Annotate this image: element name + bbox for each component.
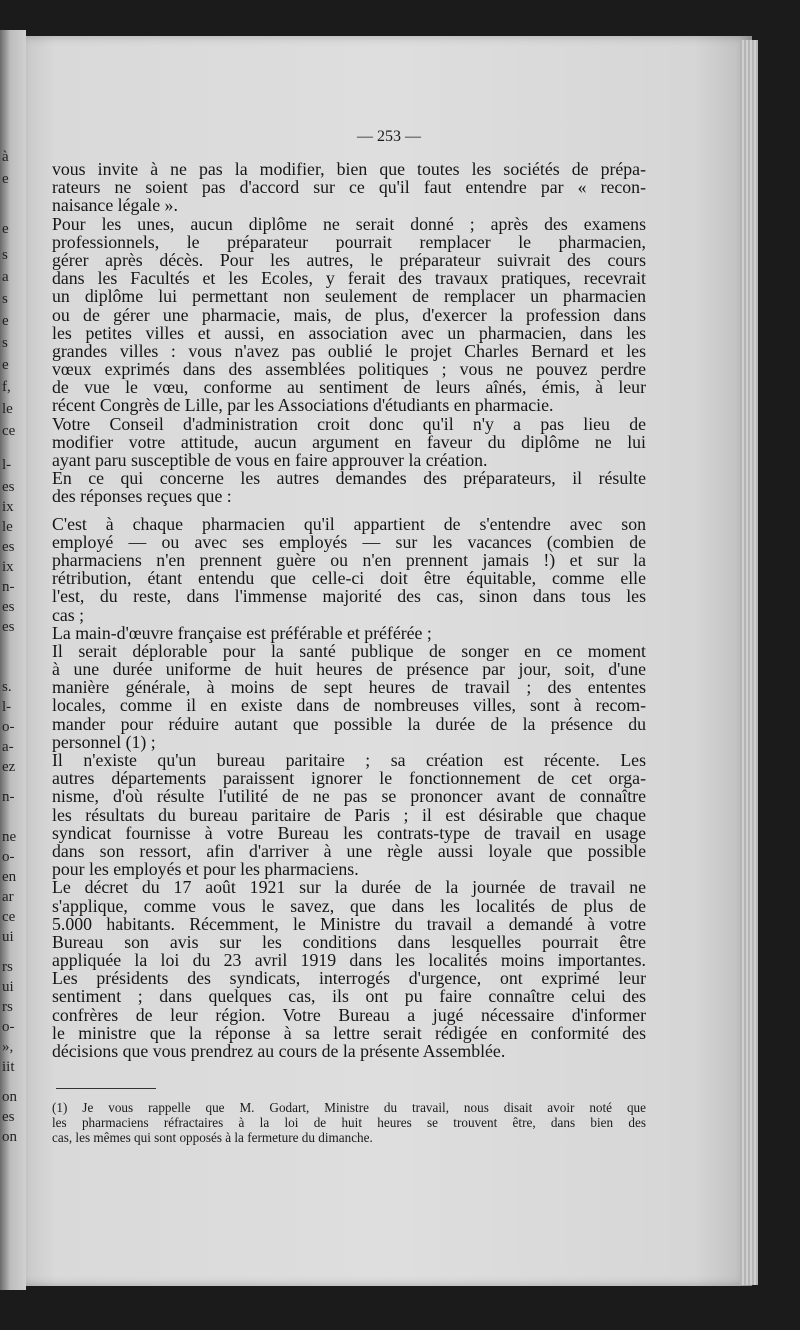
margin-fragment: o- bbox=[2, 719, 15, 735]
margin-fragment: ix bbox=[2, 559, 14, 575]
body-text bbox=[52, 160, 646, 1060]
text-line: Pour les unes, aucun diplôme ne serait donné ; après des examens bbox=[52, 213, 646, 234]
text-line: cas ; bbox=[52, 604, 85, 625]
margin-fragment: n- bbox=[2, 789, 15, 805]
margin-fragment: ce bbox=[2, 423, 16, 439]
margin-fragment: ez bbox=[2, 759, 16, 775]
text-line: à une durée uniforme de huit heures de présence par jour, soit, d'une bbox=[52, 659, 646, 680]
text-line: nisme, d'où résulte l'utilité de ne pas se prononcer avant de connaître bbox=[52, 786, 646, 807]
text-line: le ministre que la réponse à sa lettre serait rédigée en conformité des bbox=[52, 1022, 646, 1043]
margin-fragment: a- bbox=[2, 739, 14, 755]
margin-fragment: on bbox=[2, 1089, 17, 1105]
margin-fragment: à bbox=[2, 149, 9, 165]
text-line: l'est, du reste, dans l'immense majorité des cas, sinon dans tous les bbox=[52, 586, 646, 607]
margin-fragment: rs bbox=[2, 999, 13, 1015]
text-line: grandes villes : vous n'avez pas oublié le projet Charles Bernard et les bbox=[52, 340, 646, 361]
margin-fragment: f, bbox=[2, 379, 11, 395]
margin-fragment: ix bbox=[2, 499, 14, 515]
text-line: gérer après décès. Pour les autres, le préparateur suivrait des cours bbox=[52, 249, 646, 270]
footnote-line: cas, les mêmes qui sont opposés à la fermeture du dimanche. bbox=[52, 1130, 373, 1145]
text-line: naisance légale ». bbox=[52, 195, 178, 216]
footnote-line: (1) Je vous rappelle que M. Godart, Ministre du travail, nous disait avoir noté que bbox=[52, 1100, 646, 1115]
margin-fragment: o- bbox=[2, 1019, 15, 1035]
text-line: 5.000 habitants. Récemment, le Ministre du travail a demandé à votre bbox=[52, 913, 646, 934]
margin-fragment: es bbox=[2, 619, 15, 635]
footnote-rule bbox=[56, 1088, 156, 1089]
margin-fragment: ui bbox=[2, 929, 14, 945]
text-line: Il serait déplorable pour la santé publique de songer en ce moment bbox=[52, 640, 646, 661]
margin-fragment: es bbox=[2, 479, 15, 495]
page-stack-edge bbox=[740, 40, 758, 1285]
margin-fragment: on bbox=[2, 1129, 17, 1145]
footnote-line: les pharmaciens réfractaires à la loi de huit heures se trouvent être, dans bien des bbox=[52, 1115, 646, 1130]
page-number: — 253 — bbox=[357, 128, 421, 145]
text-line: employé — ou avec ses employés — sur les vacances (combien de bbox=[52, 531, 646, 552]
margin-fragment: e bbox=[2, 171, 9, 187]
text-line: locales, comme il en existe dans de nombreuses villes, sont à recom- bbox=[52, 695, 646, 716]
text-line: confrères de leur région. Votre Bureau a jugé nécessaire d'informer bbox=[52, 1004, 646, 1025]
text-line: ayant paru susceptible de vous en faire approuver la création. bbox=[52, 450, 488, 470]
text-line: un diplôme lui permettant non seulement de remplacer un pharmacien bbox=[52, 286, 646, 307]
text-line: vous invite à ne pas la modifier, bien que toutes les sociétés de prépa- bbox=[52, 159, 646, 179]
margin-fragment: rs bbox=[2, 959, 13, 975]
text-line: s'applique, comme vous le savez, que dans les localités de plus de bbox=[52, 895, 646, 916]
text-line: décisions que vous prendrez au cours de la présente Assemblée. bbox=[52, 1041, 506, 1061]
text-line: syndicat fournisse à votre Bureau les contrats-type de travail en usage bbox=[52, 822, 646, 843]
text-line: autres départements paraissent ignorer le fonctionnement de cet orga- bbox=[52, 768, 646, 789]
text-line: C'est à chaque pharmacien qu'il appartient de s'entendre avec son bbox=[52, 513, 646, 534]
text-line: professionnels, le préparateur pourrait remplacer le pharmacien, bbox=[52, 231, 646, 252]
text-line: appliquée la loi du 23 avril 1919 dans les localités moins importantes. bbox=[52, 950, 646, 971]
text-line: Les présidents des syndicats, interrogés d'urgence, ont exprimé leur bbox=[52, 968, 646, 989]
margin-fragment: s bbox=[2, 291, 8, 307]
margin-fragment: s bbox=[2, 335, 8, 351]
margin-fragment: en bbox=[2, 869, 17, 885]
text-line: manière générale, à moins de sept heures de travail ; des ententes bbox=[52, 677, 646, 698]
text-line: pour les employés et pour les pharmaciens. bbox=[52, 859, 359, 880]
text-line: les petites villes et aussi, en association avec un pharmacien, dans les bbox=[52, 322, 646, 343]
margin-fragment: es bbox=[2, 599, 15, 615]
text-line: récent Congrès de Lille, par les Associations d'étudiants en pharmacie. bbox=[52, 395, 554, 416]
margin-fragment: e bbox=[2, 357, 9, 373]
text-line: dans les Facultés et les Ecoles, y ferait des travaux pratiques, recevrait bbox=[52, 268, 646, 289]
margin-fragment: ce bbox=[2, 909, 16, 925]
margin-fragment: ne bbox=[2, 829, 17, 845]
text-line: modifier votre attitude, aucun argument en faveur du diplôme ne lui bbox=[52, 431, 646, 452]
margin-fragment: o- bbox=[2, 849, 15, 865]
margin-fragment: ar bbox=[2, 889, 14, 905]
margin-fragment: e bbox=[2, 221, 9, 237]
margin-fragment: a bbox=[2, 269, 9, 285]
text-line: En ce qui concerne les autres demandes des préparateurs, il résulte bbox=[52, 468, 646, 489]
margin-fragment: es bbox=[2, 539, 15, 555]
margin-fragment: ui bbox=[2, 979, 14, 995]
text-line: ou de gérer une pharmacie, mais, de plus, d'exercer la profession dans bbox=[52, 304, 646, 325]
text-line: de vue le vœu, conforme au sentiment de leurs aînés, émis, à leur bbox=[52, 377, 646, 398]
text-line: Bureau son avis sur les conditions dans lesquelles pourrait être bbox=[52, 931, 646, 952]
text-line: dans son ressort, afin d'arriver à une règle aussi loyale que possible bbox=[52, 840, 646, 861]
margin-fragment: l- bbox=[2, 457, 12, 473]
text-line: vœux exprimés dans des assemblées politiques ; vous ne pouvez perdre bbox=[52, 359, 646, 380]
margin-fragment: e bbox=[2, 313, 9, 329]
margin-fragment: le bbox=[2, 519, 13, 535]
text-line: pharmaciens n'en prennent guère ou n'en prennent jamais !) et sur la bbox=[52, 549, 646, 570]
text-line: Votre Conseil d'administration croit donc qu'il n'y a pas lieu de bbox=[52, 413, 646, 434]
footnote bbox=[52, 1100, 646, 1145]
book-page bbox=[26, 36, 752, 1286]
previous-page-edge bbox=[0, 30, 26, 1290]
text-line: les résultats du bureau paritaire de Paris ; il est désirable que chaque bbox=[52, 804, 646, 825]
text-line: rétribution, étant entendu que celle-ci doit être équitable, comme elle bbox=[52, 568, 646, 589]
margin-fragment: », bbox=[2, 1039, 14, 1055]
margin-fragment: iit bbox=[2, 1059, 15, 1075]
text-line: personnel (1) ; bbox=[52, 731, 156, 752]
text-line: des réponses reçues que : bbox=[52, 486, 232, 507]
text-line: Il n'existe qu'un bureau paritaire ; sa création est récente. Les bbox=[52, 750, 646, 770]
text-line: La main-d'œuvre française est préférable et préférée ; bbox=[52, 622, 432, 643]
margin-fragment: l- bbox=[2, 699, 12, 715]
margin-fragment: s. bbox=[2, 679, 12, 695]
text-line: sentiment ; dans quelques cas, ils ont pu faire connaître celui des bbox=[52, 986, 646, 1007]
text-line: Le décret du 17 août 1921 sur la durée de la journée de travail ne bbox=[52, 877, 646, 898]
margin-fragment: es bbox=[2, 1109, 15, 1125]
text-line: mander pour réduire autant que possible la durée de la présence du bbox=[52, 713, 646, 734]
text-line: rateurs ne soient pas d'accord sur ce qu'il faut entendre par « recon- bbox=[52, 177, 646, 198]
margin-fragment: s bbox=[2, 247, 8, 263]
margin-fragment: le bbox=[2, 401, 13, 417]
margin-fragment: n- bbox=[2, 579, 15, 595]
